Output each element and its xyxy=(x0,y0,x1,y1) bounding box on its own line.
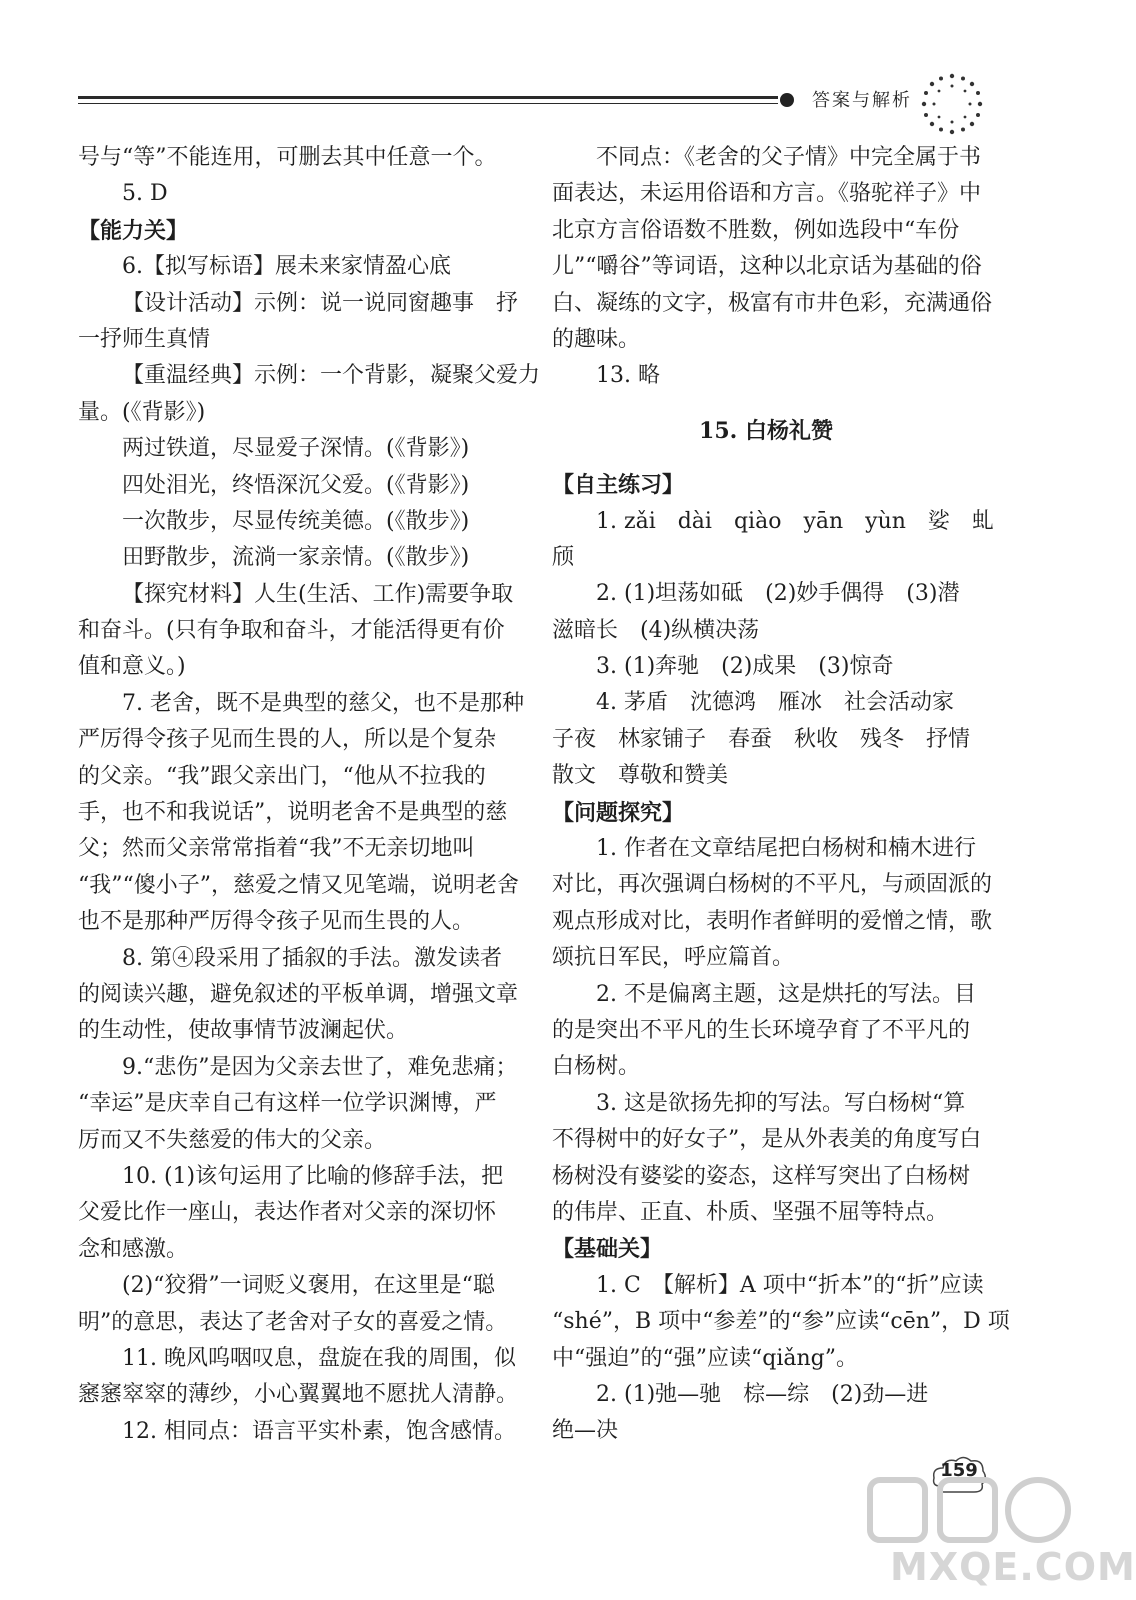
right-text-line: 不同点：《老舍的父子情》中完全属于书 xyxy=(596,145,982,170)
page-header xyxy=(0,0,1092,150)
left-text-line: 严厉得令孩子见而生畏的人，所以是个复杂 xyxy=(78,727,497,753)
left-text-line: 一抒师生真情 xyxy=(78,326,211,352)
left-text-line: 9.“悲伤”是因为父亲去世了，难免悲痛； xyxy=(122,1054,518,1080)
left-text-line: 的父亲。“我”跟父亲出门，“他从不拉我的 xyxy=(78,763,486,789)
left-text-line: 12. 相同点：语言平实朴素，饱含感情。 xyxy=(122,1418,516,1444)
left-text-line: “我”“傻小子”，慈爱之情又见笔端，说明老舍 xyxy=(78,872,519,898)
right-text-line: 子夜 林家铺子 春蚕 秋收 残冬 抒情 xyxy=(552,726,971,752)
right-text-line: 颂抗日军民，呼应篇首。 xyxy=(552,945,795,971)
left-text-line: 【设计活动】示例：说一说同窗趣事 抒 xyxy=(122,290,519,316)
right-text-line: 白、凝练的文字，极富有市井色彩，充满通俗 xyxy=(552,290,993,316)
right-text-line: 散文 尊敬和赞美 xyxy=(552,763,729,789)
right-text-line: 2. (1)坦荡如砥 (2)妙手偶得 (3)潜 xyxy=(596,581,960,607)
right-text-line: 颀 xyxy=(552,544,575,570)
right-text-line: 面表达，未运用俗语和方言。《骆驼祥子》中 xyxy=(552,181,982,207)
right-text-line: 的是突出不平凡的生长环境孕育了不平凡的 xyxy=(552,1017,971,1043)
left-column xyxy=(78,140,541,1450)
right-text-line: 中“强迫”的“强”应读“qiǎng”。 xyxy=(552,1345,858,1371)
left-text-line: 念和感激。 xyxy=(78,1236,189,1262)
left-text-line: 父；然而父亲常常指着“我”不无亲切地叫 xyxy=(78,836,475,862)
left-text-line: 10. (1)该句运用了比喻的修辞手法，把 xyxy=(122,1163,504,1189)
right-text-line: 滋暗长 (4)纵横决荡 xyxy=(552,617,760,643)
left-text-line: 厉而又不失慈爱的伟大的父亲。 xyxy=(78,1127,387,1153)
right-text-line: 白杨树。 xyxy=(552,1054,641,1080)
header-rule-thin xyxy=(78,103,778,104)
watermark-text: MXQE.COM xyxy=(890,1545,1136,1589)
right-text-line: 观点形成对比，表明作者鲜明的爱憎之情，歌 xyxy=(552,908,993,934)
left-text-line: 6.【拟写标语】展未来家情盈心底 xyxy=(122,254,451,280)
left-text-line: 11. 晚风呜咽叹息，盘旋在我的周围，似 xyxy=(122,1345,516,1371)
left-text-line: 父爱比作一座山，表达作者对父亲的深切怀 xyxy=(78,1200,497,1226)
left-text-line: 号与“等”不能连用，可删去其中任意一个。 xyxy=(78,145,497,170)
right-text-line: 3. 这是欲扬先抑的写法。写白杨树“算 xyxy=(596,1090,966,1116)
left-text-line: 7. 老舍，既不是典型的慈父，也不是那种 xyxy=(122,690,524,716)
left-text-line: 明”的意思，表达了老舍对子女的喜爱之情。 xyxy=(78,1309,508,1335)
right-text-line: 3. (1)奔驰 (2)成果 (3)惊奇 xyxy=(596,654,894,680)
left-text-line: 值和意义。) xyxy=(78,654,186,680)
left-text-line: 5. D xyxy=(122,181,168,207)
right-text-line: 杨树没有婆娑的姿态，这样写突出了白杨树 xyxy=(552,1163,971,1189)
right-text-line: 绝—决 xyxy=(552,1418,619,1444)
left-text-line: 和奋斗。(只有争取和奋斗，才能活得更有价 xyxy=(78,618,505,644)
section-heading: 【问题探究】 xyxy=(552,799,685,826)
right-text-line: 的趣味。 xyxy=(552,326,641,352)
right-text-line: 4. 茅盾 沈德鸿 雁冰 社会活动家 xyxy=(596,690,954,716)
section-heading: 【基础关】 xyxy=(552,1236,663,1263)
left-text-line: 【探究材料】人生(生活、工作)需要争取 xyxy=(122,581,514,607)
page-number: 159 xyxy=(940,1460,978,1481)
right-text-line: 1. 作者在文章结尾把白杨树和楠木进行 xyxy=(596,836,976,862)
left-text-line: 田野散步，流淌一家亲情。(《散步》) xyxy=(122,545,470,571)
bullet-dot-icon xyxy=(780,93,794,107)
right-text-line: 不得树中的好女子”，是从外表美的角度写白 xyxy=(552,1127,982,1153)
section-heading: 【自主练习】 xyxy=(552,472,685,499)
right-text-line: 的伟岸、正直、朴质、坚强不屈等特点。 xyxy=(552,1199,949,1225)
right-text-line: 1. zǎi dài qiào yān yùn 娑 虬 xyxy=(596,508,994,534)
right-text-line: 13. 略 xyxy=(596,363,660,389)
right-column xyxy=(552,140,1010,1450)
right-text-line: 北京方言俗语数不胜数，例如选段中“车份 xyxy=(552,217,960,243)
right-text-line: 1. C 【解析】A 项中“折本”的“折”应读 xyxy=(596,1272,984,1298)
right-text-line: 对比，再次强调白杨树的不平凡，与顽固派的 xyxy=(552,872,993,898)
left-text-line: 的生动性，使故事情节波澜起伏。 xyxy=(78,1018,409,1044)
right-text-line: 儿”“嚼谷”等词语，这种以北京话为基础的俗 xyxy=(552,254,982,280)
left-text-line: 两过铁道，尽显爱子深情。(《背影》) xyxy=(122,436,470,462)
right-text-line: “shé”，B 项中“参差”的“参”应读“cēn”，D 项 xyxy=(552,1309,1010,1335)
left-text-line: 四处泪光，终悟深沉父爱。(《背影》) xyxy=(122,472,470,498)
section-title: 15. 白杨礼赞 xyxy=(699,417,833,444)
left-text-line: 手，也不和我说话”，说明老舍不是典型的慈 xyxy=(78,800,508,826)
right-text-line: 2. 不是偏离主题，这是烘托的写法。目 xyxy=(596,981,976,1007)
header-rule xyxy=(78,96,778,99)
section-heading: 【能力关】 xyxy=(78,217,189,244)
left-text-line: 量。(《背影》) xyxy=(78,399,206,425)
left-text-line: 窸窸窣窣的薄纱，小心翼翼地不愿扰人清静。 xyxy=(78,1382,519,1408)
right-text-line: 2. (1)弛—驰 棕—综 (2)劲—进 xyxy=(596,1381,929,1407)
left-text-line: 也不是那种严厉得令孩子见而生畏的人。 xyxy=(78,909,475,935)
header-title: 答案与解析 xyxy=(812,90,912,111)
left-text-line: “幸运”是庆幸自己有这样一位学识渊博，严 xyxy=(78,1091,497,1117)
dotted-circle-ornament-icon xyxy=(920,72,984,136)
left-text-line: 【重温经典】示例：一个背影，凝聚父爱力 xyxy=(122,363,541,389)
left-text-line: 一次散步，尽显传统美德。(《散步》) xyxy=(122,508,470,534)
left-text-line: 8. 第④段采用了插叙的手法。激发读者 xyxy=(122,945,502,971)
left-text-line: (2)“狡猾”一词贬义褒用，在这里是“聪 xyxy=(122,1273,495,1299)
left-text-line: 的阅读兴趣，避免叙述的平板单调，增强文章 xyxy=(78,981,519,1007)
